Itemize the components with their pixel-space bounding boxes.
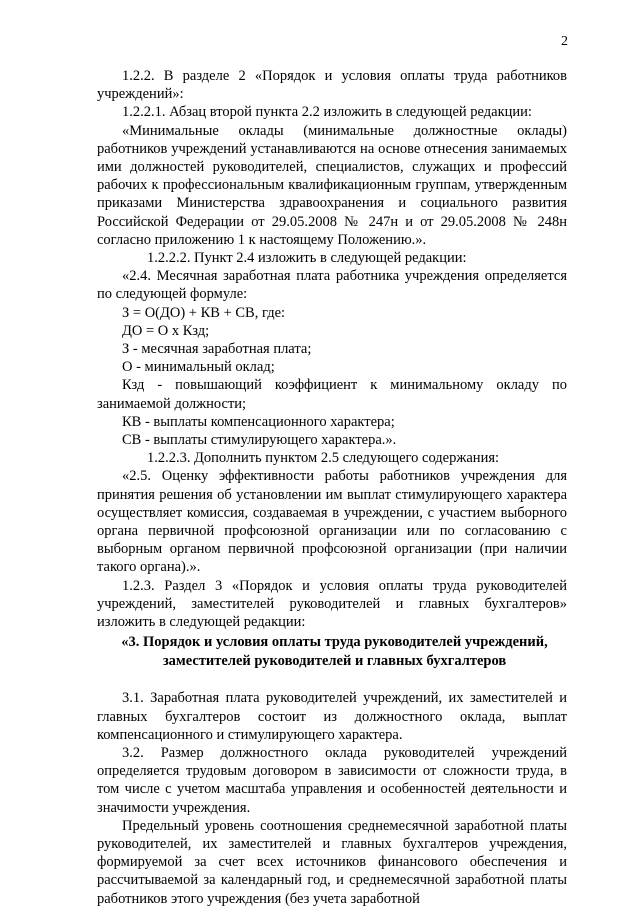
document-body	[97, 67, 567, 908]
paragraph-2-4: «2.4. Месячная заработная плата работника учреждения определяется по следующей формуле:	[97, 268, 567, 303]
item-text: Пункт 2.4 изложить в следующей редакции:	[194, 250, 467, 267]
section-3-heading	[97, 633, 567, 671]
paragraph-minimum-salaries: «Минимальные оклады (минимальные должностные оклады) работников учреждений устанавливаются на основе отнесения занимаемых ими должностей руководителей, специалистов, служащих и профессий рабочих к профессиональным квалификационным группам, утвержденным приказами Министерства здравоохранения и социального развития Российской Федерации от 29.05.2008 № 247н и от 29.05.2008 № 248н согласно приложению 1 к настоящему Положению.».	[97, 122, 567, 248]
paragraph-2-5: «2.5. Оценку эффективности работы работников учреждения для принятия решения об установлении им выплат стимулирующего характера осуществляет комиссия, создаваемая в учреждении, с участием выборного органа первичной профсоюзной организации или по согласованию с выборным органом первичной профсоюзной организации (при наличии такого органа).».	[97, 468, 567, 576]
paragraph-1-2-2-1: 1.2.2.1. Абзац второй пункта 2.2 изложить в следующей редакции:	[122, 104, 532, 121]
definition-sv: СВ - выплаты стимулирующего характера.».	[122, 432, 397, 449]
definition-z: З - месячная заработная плата;	[122, 341, 312, 358]
item-text: Дополнить пунктом 2.5 следующего содержания:	[194, 450, 500, 467]
heading-line-2: заместителей руководителей и главных бухгалтеров	[162, 653, 507, 670]
paragraph-1-2-3: 1.2.3. Раздел 3 «Порядок и условия оплаты труда руководителей учреждений, заместителей руководителей и главных бухгалтеров» изложить в следующей редакции:	[97, 577, 567, 631]
definition-kv: КВ - выплаты компенсационного характера;	[122, 413, 395, 430]
paragraph-ratio-limit: Предельный уровень соотношения среднемесячной заработной платы руководителей, их заместителей и главных бухгалтеров учреждения, формируемой за счет всех источников финансового обеспечения и рассчитываемой за календарный год, и среднемесячной заработной платы работников этого учреждения (без учета заработной	[97, 817, 567, 907]
definition-o: О - минимальный оклад;	[122, 359, 275, 376]
definition-kzd: Кзд - повышающий коэффициент к минимальному окладу по занимаемой должности;	[97, 377, 567, 412]
page-number: 2	[561, 34, 568, 49]
paragraph-3-2: 3.2. Размер должностного оклада руководителей учреждений определяется трудовым договором в зависимости от сложности труда, в том числе с учетом масштаба управления и особенностей деятельности и значимости учреждения.	[97, 744, 567, 816]
paragraph-1-2-2-3	[97, 449, 567, 467]
paragraph-3-1: 3.1. Заработная плата руководителей учреждений, их заместителей и главных бухгалтеров состоит из должностного оклада, выплат компенсационного и стимулирующего характера.	[97, 690, 567, 743]
item-number: 1.2.2.3.	[147, 450, 191, 467]
paragraph-1-2-2-2	[97, 249, 567, 267]
formula-main: З = О(ДО) + КВ + СВ, где:	[122, 304, 286, 321]
formula-do: ДО = О х Кзд;	[122, 322, 210, 339]
paragraph-1-2-2: 1.2.2. В разделе 2 «Порядок и условия оплаты труда работников учреждений»:	[97, 68, 567, 103]
spacer	[97, 671, 567, 689]
heading-line-1: «3. Порядок и условия оплаты труда руководителей учреждений,	[121, 634, 548, 651]
item-number: 1.2.2.2.	[147, 250, 191, 267]
